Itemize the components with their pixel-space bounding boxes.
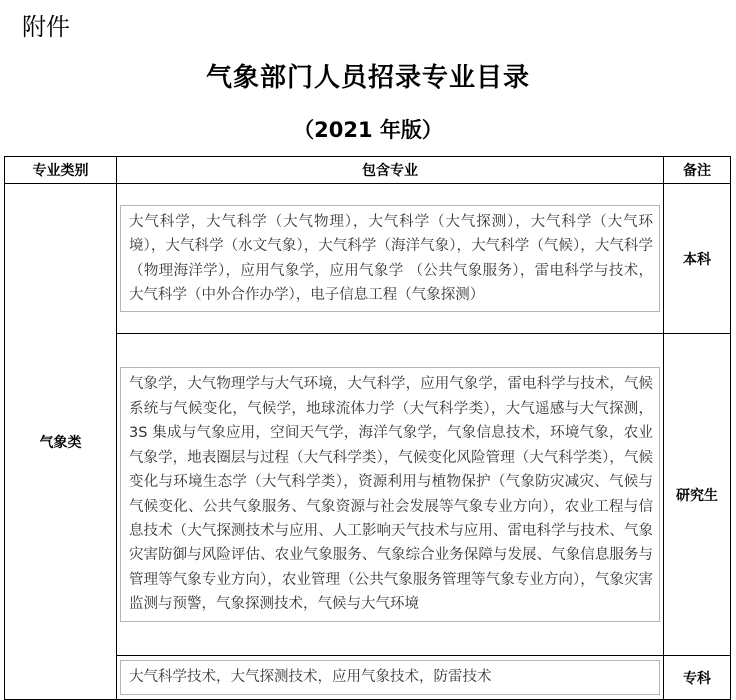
majors-cell [117,334,664,656]
majors-cell [117,184,664,334]
majors-text-graduate: 气象学，大气物理学与大气环境，大气科学，应用气象学，雷电科学与技术，气候系统与气候变化，气候学，地球流体力学（大气科学类），大气遥感与大气探测，3S 集成与气象应用，空间天气学，海洋气象学，气象信息技术，环境气象，农业气象学，地表圈层与过程（大气科学类），气候变化风险管理（大气科学类），气候变化与环境生态学（大气科学类），资源利用与植物保护（气象防灾减灾、气候与气候变化、公共气象服务、气象资源与社会发展等气象专业方向），农业工程与信息技术（大气探测技术与应用、人工影响天气技术与应用、雷电科学与技术、气象灾害防御与风险评估、农业气象服务、气象综合业务保障与发展、气象信息服务与管理等气象专业方向），农业管理（公共气象服务管理等气象专业方向），气象灾害监测与预警，气象探测技术，气候与大气环境 [120,367,660,621]
edition-subtitle: （2021 年版） [293,118,443,142]
page-title: 气象部门人员招录专业目录 [205,63,530,93]
majors-text-junior-college: 大气科学技术，大气探测技术，应用气象技术，防雷技术 [120,660,660,694]
attachment-label: 附件 [22,13,70,41]
major-catalog-table [4,156,731,700]
table-row [5,184,731,334]
header-majors: 包含专业 [117,157,664,184]
majors-text-undergraduate: 大气科学，大气科学（大气物理），大气科学（大气探测），大气科学（大气环境），大气科学（水文气象），大气科学（海洋气象），大气科学（气候），大气科学（物理海洋学），应用气象学，应用气象学 （公共气象服务），雷电科学与技术，大气科学（中外合作办学），电子信息工程（气象探测） [120,205,660,313]
note-cell-graduate: 研究生 [664,334,731,656]
note-cell-junior-college: 专科 [664,656,731,700]
majors-cell [117,656,664,700]
header-note: 备注 [664,157,731,184]
table-header-row [5,157,731,184]
note-cell-undergraduate: 本科 [664,184,731,334]
header-category: 专业类别 [5,157,117,184]
category-cell: 气象类 [5,184,117,700]
